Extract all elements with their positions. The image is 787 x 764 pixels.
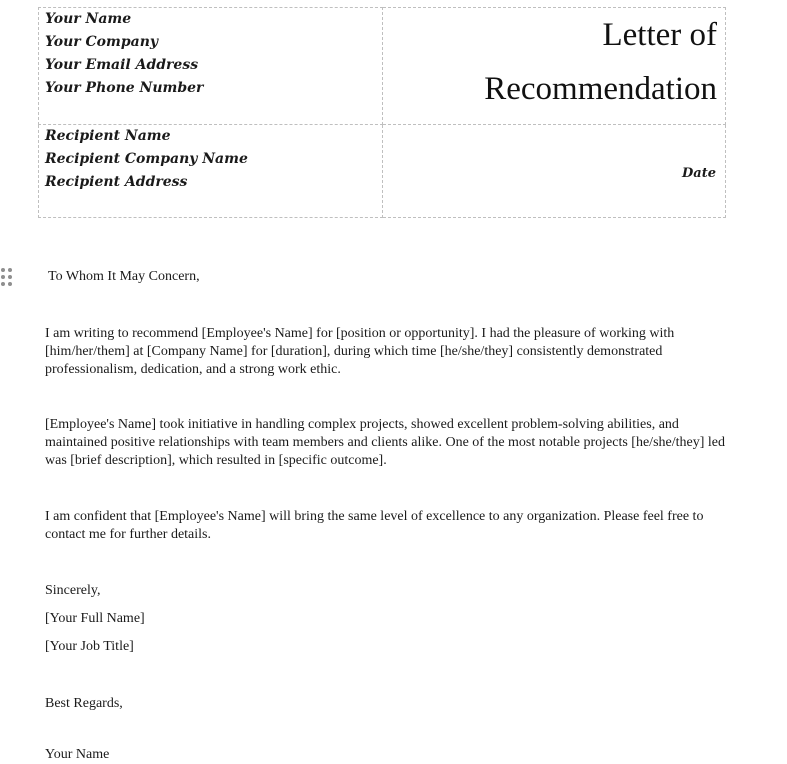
salutation[interactable]: To Whom It May Concern,	[48, 269, 200, 284]
paragraph-2[interactable]: [Employee's Name] took initiative in handling complex projects, showed excellent problem-solving abilities, and maintained positive relationships with team members and clients alike. One of the most notable projects [he/she/they] led was [brief description], which resulted in [specific outcome].	[45, 417, 725, 468]
paragraph-1[interactable]: I am writing to recommend [Employee's Name] for [position or opportunity]. I had the pleasure of working with [him/her/them] at [Company Name] for [duration], during which time [he/she/they] consistently demonstrated professionalism, dedication, and a strong work ethic.	[45, 326, 675, 377]
date-cell[interactable]	[383, 125, 726, 218]
signature-name[interactable]: Your Name	[45, 747, 110, 762]
sender-name[interactable]: Your Name	[45, 11, 132, 27]
recipient-address[interactable]: Recipient Address	[45, 174, 188, 190]
recipient-info-cell[interactable]	[39, 125, 383, 218]
closing-sincerely[interactable]: Sincerely,	[45, 583, 101, 598]
job-title-placeholder[interactable]: [Your Job Title]	[45, 639, 134, 654]
sender-block	[39, 8, 382, 100]
letter-header-table	[38, 7, 726, 218]
sender-phone[interactable]: Your Phone Number	[45, 80, 204, 96]
sender-email[interactable]: Your Email Address	[45, 57, 199, 73]
title-line-2[interactable]: Recommendation	[484, 71, 717, 107]
recipient-block	[39, 125, 382, 194]
paragraph-3[interactable]: I am confident that [Employee's Name] will bring the same level of excellence to any organization. Please feel free to contact me for further details.	[45, 509, 704, 542]
title-line-1[interactable]: Letter of	[602, 17, 717, 53]
closing-best-regards[interactable]: Best Regards,	[45, 696, 123, 711]
drag-handle-icon[interactable]	[1, 268, 13, 288]
recipient-company[interactable]: Recipient Company Name	[45, 151, 248, 167]
sender-company[interactable]: Your Company	[45, 34, 159, 50]
sender-info-cell[interactable]	[39, 8, 383, 125]
date-field[interactable]: Date	[682, 165, 716, 181]
title-cell[interactable]	[383, 8, 726, 125]
document-title	[383, 8, 717, 116]
full-name-placeholder[interactable]: [Your Full Name]	[45, 611, 145, 626]
recipient-name[interactable]: Recipient Name	[45, 128, 171, 144]
